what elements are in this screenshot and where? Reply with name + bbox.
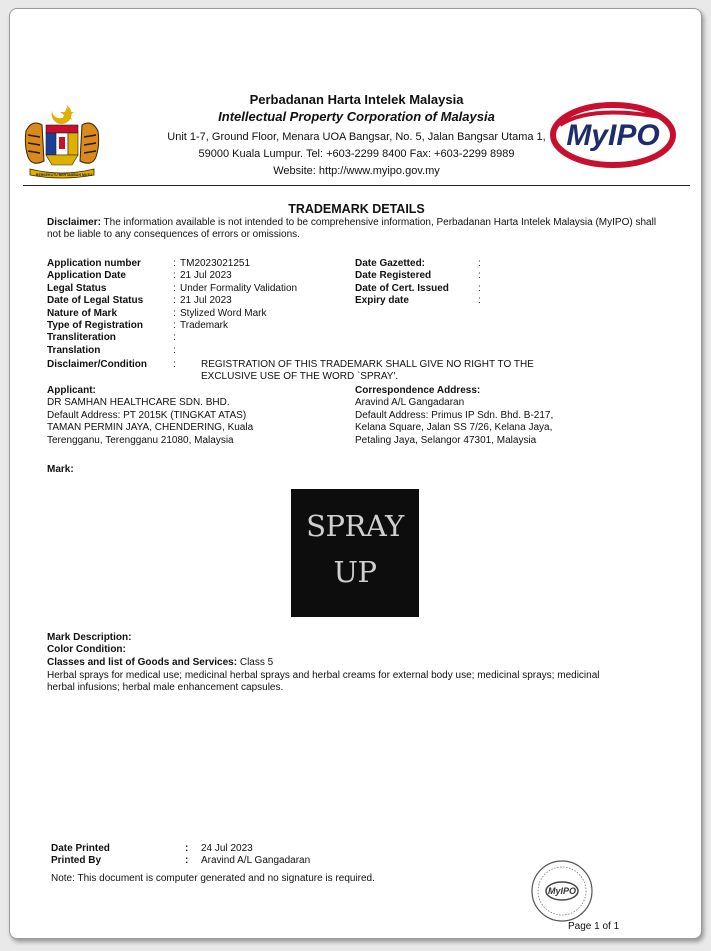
value-application-date: 21 Jul 2023 xyxy=(180,270,232,282)
mark-text-line-1: SPRAY xyxy=(306,509,404,543)
mark-text-line-2: UP xyxy=(333,555,377,589)
address-line-2: 59000 Kuala Lumpur. Tel: +603-2299 8400 Fax: +603-2299 8989 xyxy=(198,148,515,160)
myipo-seal-icon xyxy=(530,859,594,923)
label-application-date: Application Date xyxy=(47,270,126,282)
header-divider xyxy=(23,185,690,186)
computer-generated-note: Note: This document is computer generated and no signature is required. xyxy=(51,873,375,884)
label-translation: Translation xyxy=(47,344,101,356)
label-expiry-date: Expiry date xyxy=(355,295,409,307)
date-printed-value: 24 Jul 2023 xyxy=(201,843,253,854)
date-printed-label: Date Printed xyxy=(51,843,110,854)
label-date-of-legal-status: Date of Legal Status xyxy=(47,295,144,307)
correspondence-line: Aravind A/L Gangadaran xyxy=(355,397,465,409)
applicant-block xyxy=(47,385,347,449)
myipo-logo-text: MyIPO xyxy=(566,119,660,152)
address-line-1: Unit 1-7, Ground Floor, Menara UOA Bangsar, No. 5, Jalan Bangsar Utama 1, xyxy=(167,131,546,143)
org-name-malay: Perbadanan Harta Intelek Malaysia xyxy=(249,92,464,107)
correspondence-label: Correspondence Address: xyxy=(355,385,481,396)
mark-label: Mark: xyxy=(47,464,74,475)
classes-heading xyxy=(47,657,273,669)
org-name-english: Intellectual Property Corporation of Malaysia xyxy=(218,109,495,124)
label-date-registered: Date Registered xyxy=(355,270,432,282)
class-number: Class 5 xyxy=(239,657,274,668)
value-nature-of-mark: Stylized Word Mark xyxy=(180,307,267,319)
myipo-logo-icon xyxy=(550,99,676,169)
page-number: Page 1 of 1 xyxy=(568,921,620,932)
value-legal-status: Under Formality Validation xyxy=(180,282,298,294)
details-right: Date Gazetted: : Date Registered : Date of Cert. Issued : Expiry date : xyxy=(355,258,481,307)
disclaimer-condition-line-2: EXCLUSIVE USE OF THE WORD `SPRAY'. xyxy=(201,371,399,383)
label-legal-status: Legal Status xyxy=(47,282,107,294)
website-line: Website: http://www.myipo.gov.my xyxy=(273,165,440,177)
value-type-of-registration: Trademark xyxy=(180,320,228,331)
printed-by-label: Printed By xyxy=(51,855,102,867)
label-date-cert-issued: Date of Cert. Issued xyxy=(355,282,449,294)
applicant-label: Applicant: xyxy=(47,385,96,396)
classes-label: Classes and list of Goods and Services: xyxy=(47,657,238,668)
printed-by-value: Aravind A/L Gangadaran xyxy=(201,855,311,867)
print-info: Date Printed : 24 Jul 2023 Printed By : Aravind A/L Gangadaran xyxy=(51,843,311,867)
color-condition-label: Color Condition: xyxy=(47,644,126,655)
correspondence-block xyxy=(355,385,675,449)
value-application-number: TM2023021251 xyxy=(180,258,251,269)
applicant-line: TAMAN PERMIN JAYA, CHENDERING, Kuala xyxy=(47,422,254,434)
disclaimer xyxy=(47,217,662,242)
document-page xyxy=(9,8,702,939)
label-date-gazetted: Date Gazetted: xyxy=(355,258,426,269)
mark-image xyxy=(291,489,419,617)
applicant-line: DR SAMHAN HEALTHCARE SDN. BHD. xyxy=(47,397,230,409)
label-application-number: Application number xyxy=(47,258,141,269)
correspondence-line: Default Address: Primus IP Sdn. Bhd. B-217, xyxy=(355,409,554,421)
correspondence-line: Kelana Square, Jalan SS 7/26, Kelana Jaya, xyxy=(355,422,553,434)
applicant-line: Terengganu, Terengganu 21080, Malaysia xyxy=(47,434,234,446)
disclaimer-condition-line-1: REGISTRATION OF THIS TRADEMARK SHALL GIVE NO RIGHT TO THE xyxy=(201,359,534,370)
goods-services-line-1: Herbal sprays for medical use; medicinal herbal sprays and herbal creams for external body use; medicinal sprays; medicinal xyxy=(47,670,600,681)
crest-motto: BERSEKUTU BERTAMBAH MUTU xyxy=(35,173,93,177)
disclaimer-condition: Disclaimer/Condition : REGISTRATION OF THIS TRADEMARK SHALL GIVE NO RIGHT TO THE EXCLUSIVE USE OF THE WORD `SPRAY'. xyxy=(47,359,534,383)
label-disclaimer-condition: Disclaimer/Condition xyxy=(47,359,148,370)
disclaimer-text: The information available is not intended to be comprehensive information, Perbadanan Harta Intelek Malaysia (MyIPO) shall not be liable to any consequences of errors or omissions. xyxy=(47,217,657,241)
correspondence-line: Petaling Jaya, Selangor 47301, Malaysia xyxy=(355,434,537,446)
mark-description-label: Mark Description: xyxy=(47,632,132,643)
disclaimer-label: Disclaimer: xyxy=(47,217,101,228)
label-transliteration: Transliteration xyxy=(47,332,116,344)
seal-text: MyIPO xyxy=(547,886,577,896)
page-title: TRADEMARK DETAILS xyxy=(288,202,425,216)
value-date-of-legal-status: 21 Jul 2023 xyxy=(180,295,232,307)
applicant-line: Default Address: PT 2015K (TINGKAT ATAS) xyxy=(47,409,247,421)
label-type-of-registration: Type of Registration xyxy=(47,320,143,331)
label-nature-of-mark: Nature of Mark xyxy=(47,307,118,319)
goods-services-line-2: herbal infusions; herbal male enhancement capsules. xyxy=(47,682,284,693)
details-left: Application number : TM2023021251 Application Date : 21 Jul 2023 Legal Status : Under Formality Validation Date of Legal Status : 21 Jul 2023 Nature of Mark : Stylized Word Mark Type of Registration : Trademark Transliteration : Translation : xyxy=(47,258,298,356)
